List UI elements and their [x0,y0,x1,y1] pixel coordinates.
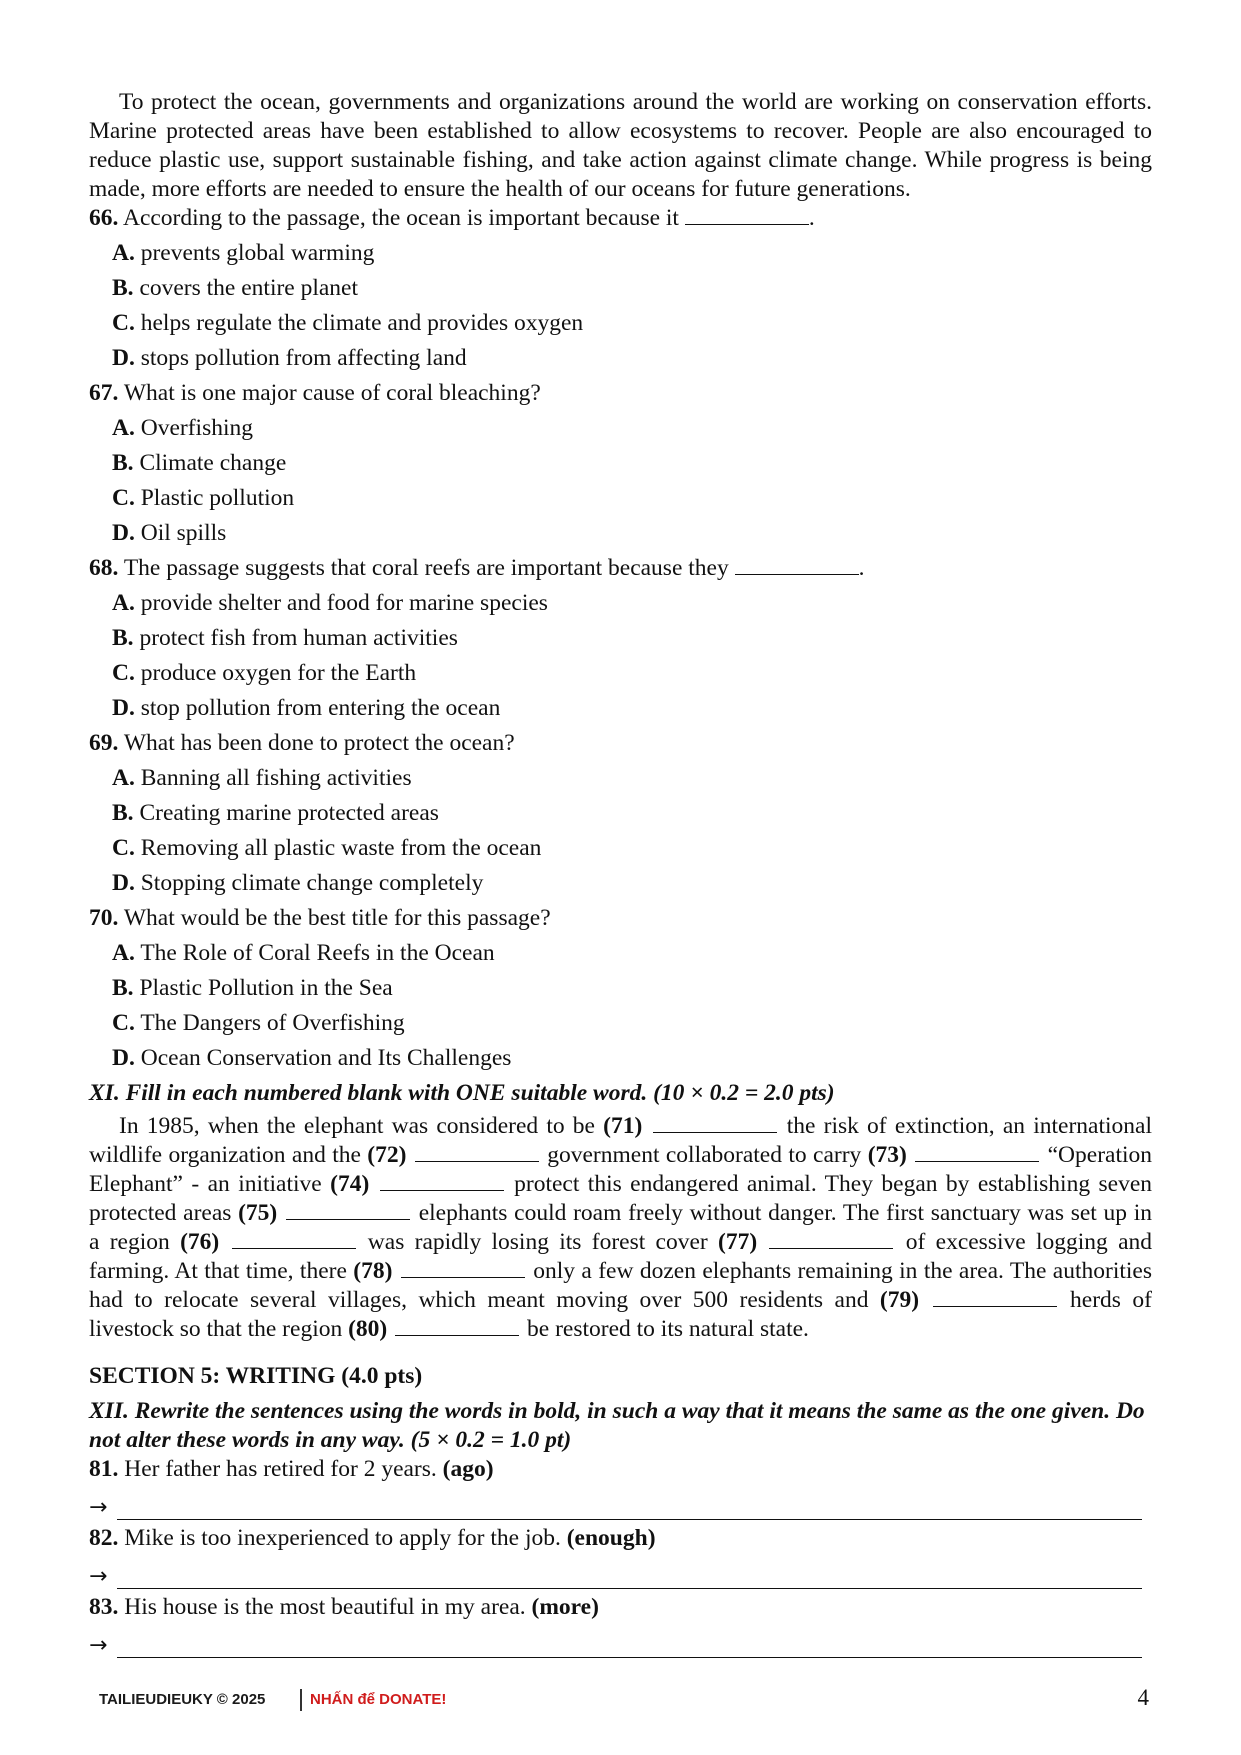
option-d: D. Ocean Conservation and Its Challenges [112,1045,512,1071]
question-68 [89,554,1152,729]
question-suffix: . [858,555,865,581]
question-stem [89,904,1152,939]
option-d: D. stop pollution from entering the ocean [112,695,501,721]
rewrite-item-81 [89,1455,1152,1520]
option-c: C. The Dangers of Overfishing [112,1010,405,1036]
cloze-blank [653,1112,777,1133]
answer-line [89,1490,1152,1520]
question-number: 70. [89,905,119,931]
question-number: 66. [89,205,119,231]
question-text: What is one major cause of coral bleaching? [123,380,541,406]
question-text: According to the passage, the ocean is important because it [122,205,679,231]
arrow-icon: → [89,1564,108,1589]
question-66 [89,204,1152,379]
question-number: 68. [89,555,119,581]
option-a: A. provide shelter and food for marine species [112,590,548,616]
blank-number: (72) [367,1142,407,1168]
option-c: C. produce oxygen for the Earth [112,660,417,686]
question-text: What would be the best title for this passage? [123,905,551,931]
option-b: B. covers the entire planet [112,275,359,301]
rewrite-prompt: 81. Her father has retired for 2 years. (ago) [89,1456,494,1482]
option-d: D. stops pollution from affecting land [112,345,467,371]
option-c: C. helps regulate the climate and provides oxygen [112,310,584,336]
cloze-blank [401,1257,525,1278]
cloze-blank [232,1228,356,1249]
keyword: (ago) [442,1456,494,1482]
option-b: B. protect fish from human activities [112,625,458,651]
blank-number: (76) [180,1229,220,1255]
blank-number: (73) [867,1142,907,1168]
rewrite-item-83 [89,1593,1152,1658]
section-xii-heading: XII. Rewrite the sentences using the words in bold, in such a way that it means the same as the one given. Do not alter these words in any way. (5 × 0.2 = 1.0 pt) [89,1398,1145,1453]
option-b: B. Creating marine protected areas [112,800,439,826]
answer-line [89,1559,1152,1589]
cloze-paragraph: In 1985, when the elephant was considered to be (71) the risk of extinction, an international wildlife organization and the (72) government collaborated to carry (73) “Operation Elephant” - an initiative (74) protect this endangered animal. They began by establishing seven protected areas (75) elephants could roam freely without danger. The first sanctuary was set up in a region (76) was rapidly losing its forest cover (77) of excessive logging and farming. At that time, there (78) only a few dozen elephants remaining in the area. The authorities had to relocate several villages, which meant moving over 500 residents and (79) herds of livestock so that the region (80) be restored to its natural state. [89,1113,1153,1342]
intro-paragraph: To protect the ocean, governments and organizations around the world are working on conservation efforts. Marine protected areas have been established to allow ecosystems to recover. People are also encouraged to reduce plastic use, support sustainable fishing, and take action against climate change. While progress is being made, more efforts are needed to ensure the health of our oceans for future generations. [89,89,1152,202]
rewrite-prompt: 82. Mike is too inexperienced to apply for the job. (enough) [89,1525,656,1551]
answer-rule [117,1568,1142,1589]
page-number: 4 [1137,1685,1149,1710]
question-stem [89,554,1152,589]
question-stem [89,729,1152,764]
keyword: (more) [531,1594,599,1620]
option-d: D. Oil spills [112,520,227,546]
cloze-blank [769,1228,893,1249]
option-a: A. prevents global warming [112,240,375,266]
blank-number: (79) [879,1287,920,1313]
cloze-blank [915,1141,1039,1162]
blank-number: (77) [718,1229,758,1255]
blank-number: (75) [238,1200,278,1226]
page-footer [99,1685,1149,1715]
option-c: C. Plastic pollution [112,485,295,511]
cloze-blank [933,1286,1057,1307]
option-a: A. The Role of Coral Reefs in the Ocean [112,940,495,966]
cloze-blank [380,1170,504,1191]
question-69 [89,729,1152,904]
option-b: B. Climate change [112,450,287,476]
option-a: A. Banning all fishing activities [112,765,412,791]
blank-number: (80) [348,1316,388,1342]
cloze-blank [395,1315,519,1336]
blank-number: (78) [353,1258,393,1284]
option-d: D. Stopping climate change completely [112,870,484,896]
rewrite-item-82 [89,1524,1152,1589]
option-b: B. Plastic Pollution in the Sea [112,975,393,1001]
arrow-icon: → [89,1633,108,1658]
footer-brand: TAILIEUDIEUKY © 2025 [99,1691,266,1708]
donate-link[interactable]: NHẤN để DONATE! [310,1691,447,1708]
cloze-blank [415,1141,539,1162]
option-a: A. Overfishing [112,415,253,441]
question-70 [89,904,1152,1079]
rewrite-prompt: 83. His house is the most beautiful in my area. (more) [89,1594,599,1620]
section-5-title: SECTION 5: WRITING (4.0 pts) [89,1363,423,1389]
answer-blank [685,204,809,225]
answer-rule [117,1499,1142,1520]
question-text: What has been done to protect the ocean? [123,730,515,756]
keyword: (enough) [566,1525,656,1551]
footer-divider [300,1689,302,1711]
question-stem [89,379,1152,414]
document-page [89,88,1152,1662]
question-suffix: . [808,205,815,231]
question-stem [89,204,1152,239]
question-number: 67. [89,380,119,406]
blank-number: (74) [330,1171,370,1197]
question-text: The passage suggests that coral reefs are important because they [123,555,729,581]
arrow-icon: → [89,1495,108,1520]
question-67 [89,379,1152,554]
answer-rule [117,1637,1142,1658]
answer-blank [735,554,859,575]
option-c: C. Removing all plastic waste from the ocean [112,835,542,861]
answer-line [89,1628,1152,1658]
cloze-blank [286,1199,410,1220]
blank-number: (71) [603,1113,643,1139]
question-number: 69. [89,730,119,756]
section-xi-heading: XI. Fill in each numbered blank with ONE suitable word. (10 × 0.2 = 2.0 pts) [89,1080,835,1106]
